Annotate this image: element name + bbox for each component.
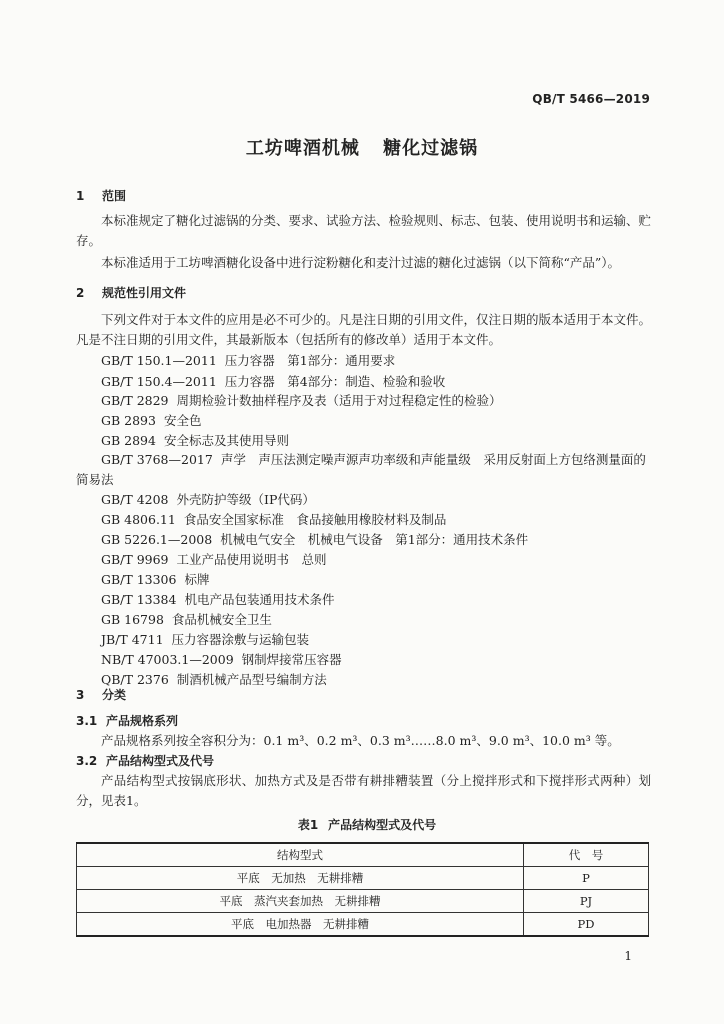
section-title: 产品结构型式及代号 (106, 754, 215, 768)
code-cell: PD (524, 913, 649, 937)
section-3-2-paragraph: 产品结构型式按锅底形状、加热方式及是否带有耕排糟装置（分上搅拌形式和下搅拌形式两种）划分，见表1。 (76, 773, 651, 808)
table-row (77, 913, 649, 937)
reference-item: GB/T 4208 外壳防护等级（IP代码） (101, 492, 315, 507)
reference-item: GB 4806.11 食品安全国家标准 食品接触用橡胶材料及制品 (101, 512, 447, 527)
section-title: 产品规格系列 (106, 714, 179, 728)
page-number: 1 (624, 949, 632, 963)
reference-item: GB/T 3768—2017 声学 声压法测定噪声源声功率级和声能量级 采用反射面上方包络测量面的简易法 (76, 452, 646, 487)
section-3-2-heading (76, 752, 214, 769)
reference-item: GB/T 2829 周期检验计数抽样程序及表（适用于对过程稳定性的检验） (101, 393, 502, 408)
reference-item: GB/T 9969 工业产品使用说明书 总则 (101, 552, 327, 567)
table-1-caption (0, 816, 724, 833)
section-2-paragraph-1: 下列文件对于本文件的应用是必不可少的。凡是注日期的引用文件，仅注日期的版本适用于本文件。凡是不注日期的引用文件，其最新版本（包括所有的修改单）适用于本文件。 (76, 312, 652, 347)
column-header-structure: 结构型式 (77, 843, 524, 867)
table-row (77, 890, 649, 913)
section-1-paragraph-1: 本标准规定了糖化过滤锅的分类、要求、试验方法、检验规则、标志、包装、使用说明书和运输、贮存。 (76, 213, 652, 248)
reference-item: GB/T 13306 标牌 (101, 572, 210, 587)
document-title (0, 134, 724, 160)
table-row (77, 867, 649, 890)
section-1-heading (76, 187, 126, 204)
structure-cell: 平底 电加热器 无耕排糟 (77, 913, 524, 937)
structure-cell: 平底 蒸汽夹套加热 无耕排糟 (77, 890, 524, 913)
reference-item: GB/T 150.4—2011 压力容器 第4部分：制造、检验和验收 (101, 374, 446, 389)
section-2-heading (76, 284, 186, 301)
section-number: 2 (76, 286, 85, 300)
structure-code-table (76, 842, 649, 937)
standard-code: QB/T 5466—2019 (532, 92, 650, 106)
section-number: 3.1 (76, 714, 98, 728)
section-1-paragraph-2: 本标准适用于工坊啤酒糖化设备中进行淀粉糖化和麦汁过滤的糖化过滤锅（以下简称“产品”）。 (101, 255, 621, 270)
table-caption-title: 产品结构型式及代号 (328, 818, 437, 832)
title-part-2: 糖化过滤锅 (383, 138, 479, 159)
section-3-1-paragraph: 产品规格系列按全容积分为：0.1 m³、0.2 m³、0.3 m³……8.0 m³、9.0 m³、10.0 m³ 等。 (101, 733, 620, 748)
code-cell: P (524, 867, 649, 890)
section-title: 分类 (102, 688, 127, 702)
structure-cell: 平底 无加热 无耕排糟 (77, 867, 524, 890)
reference-item: GB/T 13384 机电产品包装通用技术条件 (101, 592, 335, 607)
section-title: 规范性引用文件 (102, 286, 187, 300)
reference-item: GB 16798 食品机械安全卫生 (101, 612, 272, 627)
section-title: 范围 (102, 189, 127, 203)
table-header-row (77, 843, 649, 867)
reference-item: GB 5226.1—2008 机械电气安全 机械电气设备 第1部分：通用技术条件 (101, 532, 529, 547)
table-caption-number: 表1 (297, 818, 319, 832)
section-number: 3 (76, 688, 85, 702)
section-number: 3.2 (76, 754, 98, 768)
reference-item: NB/T 47003.1—2009 钢制焊接常压容器 (101, 652, 342, 667)
reference-item: GB 2893 安全色 (101, 413, 202, 428)
reference-item: GB 2894 安全标志及其使用导则 (101, 433, 289, 448)
section-3-heading (76, 686, 126, 703)
code-cell: PJ (524, 890, 649, 913)
reference-item: JB/T 4711 压力容器涂敷与运输包装 (101, 632, 310, 647)
reference-item: QB/T 2376 制酒机械产品型号编制方法 (101, 672, 327, 687)
title-part-1: 工坊啤酒机械 (245, 138, 360, 159)
section-number: 1 (76, 189, 85, 203)
section-3-1-heading (76, 712, 178, 729)
column-header-code: 代 号 (524, 843, 649, 867)
reference-item: GB/T 150.1—2011 压力容器 第1部分：通用要求 (101, 353, 396, 368)
